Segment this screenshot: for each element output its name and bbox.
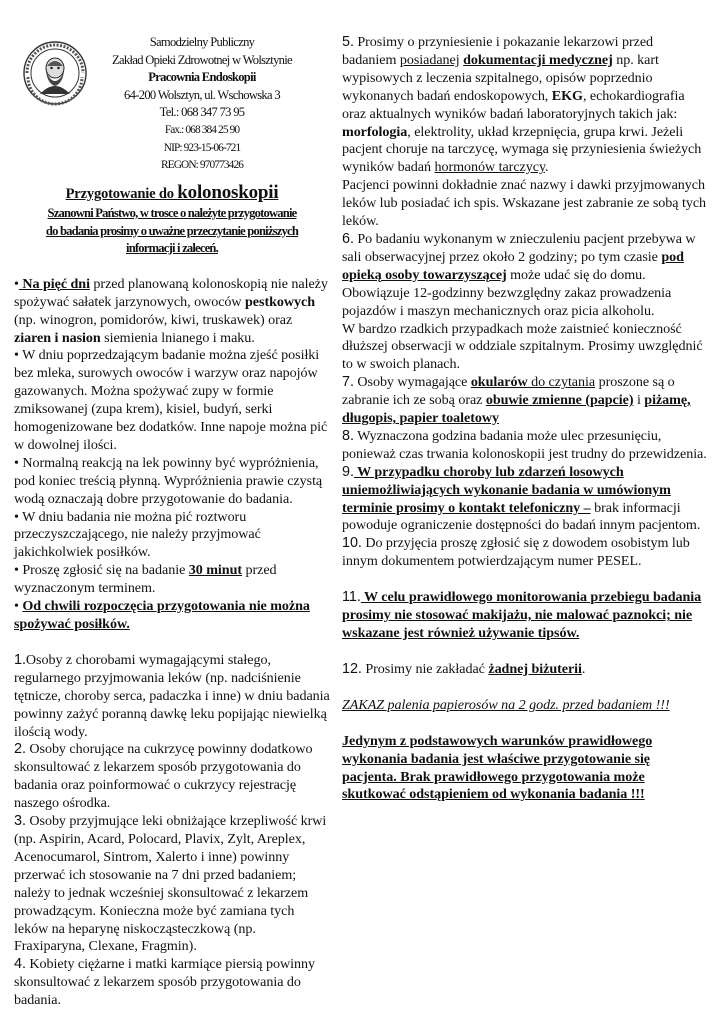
header-line: Zakład Opieki Zdrowotnej w Wolsztynie [112,52,292,67]
header-line: 64-200 Wolsztyn, ul. Wschowska 3 [124,87,280,102]
bullet-item: • Na pięć dni przed planowaną kolonoskopią nie należy spożywać sałatek jarzynowych, owoców pestkowych (np. winogron, pomidorów, kiwi, truskawek) oraz ziaren i nasion siemienia lnianego i maku. [14,275,328,346]
bullet-item: • Od chwili rozpoczęcia przygotowania nie można spożywać posiłków. [14,598,310,632]
page-title: Przygotowanie do kolonoskopii [65,182,279,203]
right-body [342,34,708,804]
numbered-item: 11. W celu prawidłowego monitorowania przebiegu badania prosimy nie stosować makijażu, nie malować paznokci; nie wskazane jest również używanie tipsów. [342,589,702,641]
numbered-item: 9. W przypadku choroby lub zdarzeń losowych uniemożliwiających wykonanie badania w umówionym terminie prosimy o kontakt telefoniczny – brak informacji powoduje ograniczenie dostępności do badań innym pacjentom. [342,463,701,534]
header-line: Fax.: 068 384 25 90 [164,123,240,136]
bullet-item: • W dniu badania nie można pić roztworu przeczyszczającego, nie należy przyjmować jakichkolwiek posiłków. [14,508,261,561]
smoking-warning: ZAKAZ palenia papierosów na 2 godz. przed badaniem !!! [342,696,670,713]
header-line: Samodzielny Publiczny [149,35,255,49]
paragraph: W bardzo rzadkich przypadkach może zaistnieć konieczność dłuższej obserwacji w oddziale szpitalnym. Prosimy uwzględnić to w swoich planach. [342,320,703,373]
numbered-item: 1.Osoby z chorobami wymagającymi stałego, regularnego przyjmowania leków (np. nadciśnienie tętnicze, choroby serca, padaczka i inne) w dniu badania powinny zażyć poranną dawkę leku popijając niewielką ilością wody. [14,651,330,740]
left-column [14,34,330,1010]
numbered-item: 6. Po badaniu wykonanym w znieczuleniu pacjent przebywa w sali obserwacyjnej przez około 2 godziny; po tym czasie pod opieką osoby towarzyszącej może udać się do domu. Obowiązuje 12-godzinny bezwzględny zakaz prowadzenia pojazdów i maszyn mechanicznych oraz picia alkoholu. [342,230,696,319]
numbered-item: 2. Osoby chorujące na cukrzycę powinny dodatkowo skonsultować z lekarzem sposób przygotowania do badania oraz poinformować o cukrzycy rejestrację naszego ośrodka. [14,741,313,812]
numbered-item: 8. Wyznaczona godzina badania może ulec przesunięciu, ponieważ czas trwania kolonoskopii jest trudny do przewidzenia. [342,427,707,462]
numbered-item: 12. Prosimy nie zakładać żadnej biżuterii. [342,660,586,677]
bullet-item: • Proszę zgłosić się na badanie 30 minut przed wyznaczonym terminem. [14,562,277,597]
header-line: REGON: 970773426 [160,159,244,172]
numbered-item: 5. Prosimy o przyniesienie i pokazanie lekarzowi przed badaniem posiadanej dokumentacji medycznej np. kart wypisowych z leczenia szpitalnego, opisów poprzednio wykonanych badań endoskopowych, EKG, echokardiografia oraz aktualnych wyników badań laboratoryjnych takich jak: morfologia, elektrolity, układ krzepnięcia, grupa krwi. Jeżeli pacjent choruje na tarczycę, wymaga się przyniesienia świeżych wyników badań hormonów tarczycy. [342,34,702,176]
final-note: Jedynym z podstawowych warunków prawidłowego wykonania badania jest właściwe przygotowanie się pacjenta. Brak prawidłowego przygotowania może skutkować odstąpieniem od wykonania badania !!! [342,732,653,803]
bullet-item: • W dniu poprzedzającym badanie można zjeść posiłki bez mleka, surowych owoców i warzyw oraz napojów gazowanych. Można spożywać zupy w formie zmiksowanej (zupa krem), kisiel, budyń, serki homogenizowane bez dodatków. Inne napoje można pić w dowolnej ilości. [14,347,328,453]
numbered-item: 10. Do przyjęcia proszę zgłosić się z dowodem osobistym lub innym dokumentem potwierdzającym numer PESEL. [342,535,690,570]
right-column [342,34,708,804]
paragraph: Pacjenci powinni dokładnie znać nazwy i dawki przyjmowanych leków lub posiadać ich spis. Wskazane jest zabranie ze sobą tych leków. [342,177,707,230]
bullet-item: • Normalną reakcją na lek powinny być wypróżnienia, pod koniec treścią płynną. Wypróżnienia prawie czystą wodą oznaczają dobre przygotowanie do badania. [14,454,323,507]
header-line: NIP: 923-15-06-721 [163,141,241,154]
letterhead [14,34,330,172]
intro-text: Szanowni Państwo, w trosce o należyte przygotowanie do badania prosimy o uważne przeczytanie poniższych informacji i zaleceń. [45,206,299,256]
numbered-item: 7. Osoby wymagające okularów do czytania proszone są o zabranie ich ze sobą oraz obuwie zmienne (papcie) i piżamę, długopis, papier toaletowy [342,374,691,427]
header-line: Pracownia Endoskopii [148,70,256,85]
left-body [14,276,330,1010]
numbered-item: 3. Osoby przyjmujące leki obniżające krzepliwość krwi (np. Aspirin, Acard, Polocard, Plavix, Zylt, Areplex, Acenocumarol, Sintrom, Xalerto i inne) powinny przerwać ich stosowanie na 7 dni przed badaniem; należy to jednak wcześniej skonsultować z lekarzem prowadzącym. Konieczna może być zamiana tych leków na heparynę niskocząsteczkową (np. Fraxiparyna, Clexane, Fragmin). [14,813,327,955]
header-line: Tel.: 068 347 73 95 [159,105,245,120]
numbered-item: 4. Kobiety ciężarne i matki karmiące piersią powinny skonsultować z lekarzem sposób przygotowania do badania. [14,956,315,1009]
letterhead-text [74,34,330,175]
